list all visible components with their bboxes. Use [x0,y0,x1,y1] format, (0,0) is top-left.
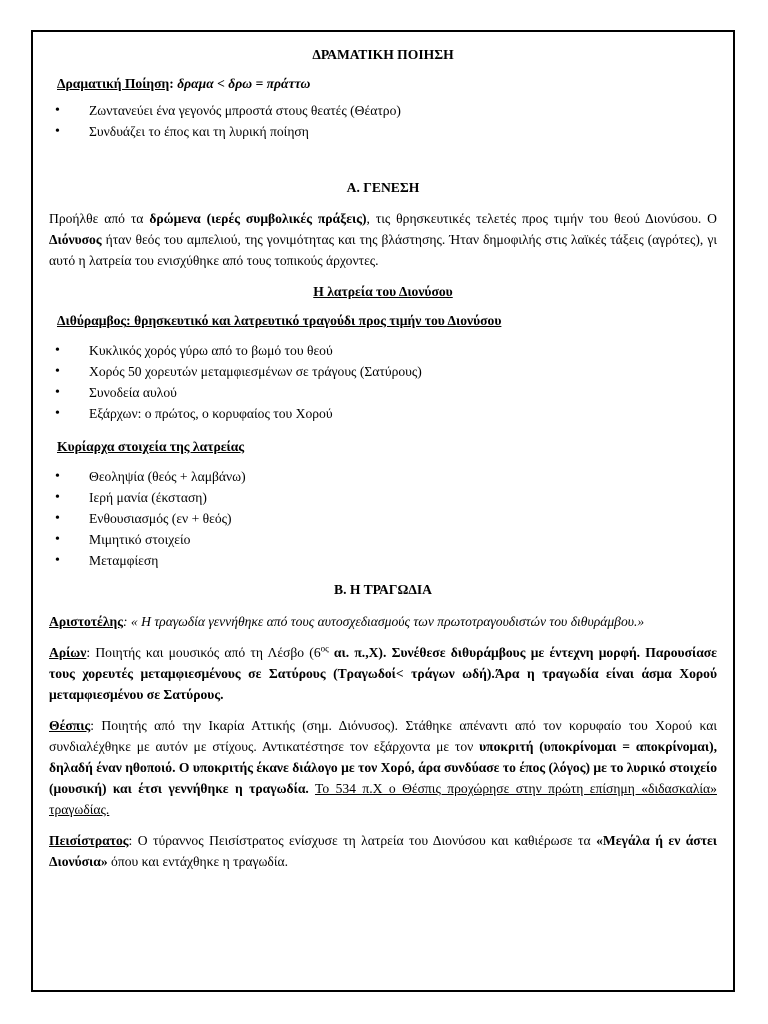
dithyramb-label: Διθύραμβος [57,313,127,328]
bold-text: αι. π.,Χ). Συνέθεσε διθυράμβους με έντεχνη μορφή. Παρουσίασε τους χορευτές μεταμφιεσμένους σε Σατύρους (Τραγωδοί< τράγων ωδή).Άρα η τραγωδία είναι άσμα Χορού μεταμφιεσμένου σε Σατύρους. [49,645,717,702]
bold-text: υποκριτή (υποκρίνομαι = αποκρίνομαι), δηλαδή έναν ηθοποιό. [49,739,717,775]
text-run: : Ποιητής και μουσικός από τη Λέσβο (6 [86,645,321,660]
thespis-paragraph [49,715,717,820]
thespis-label: Θέσπις [49,718,91,733]
genesis-paragraph [49,208,717,271]
bold-text: Διόνυσος [49,232,102,247]
section-b-heading: Β. Η ΤΡΑΓΩΔΙΑ [334,582,432,597]
arion-label: Αρίων [49,645,87,660]
document-body [49,44,717,872]
text-run: Προήλθε από τα [49,211,150,226]
list-item: • Θεοληψία (θεός + λαμβάνω) [49,466,717,487]
list-item: • Ιερή μανία (έκσταση) [49,487,717,508]
bold-text: δρώμενα (ιερές συμβολικές πράξεις) [149,211,367,226]
bold-text: Ο υποκριτής έκανε διάλογο με τον Χορό, άρα συνδύασε το έπος (λόγος) με το λυρικό στοιχείο (μουσική) και έτσι γεννήθηκε η τραγωδία. [49,760,717,796]
list-item: • Μιμητικό στοιχείο [49,529,717,550]
superscript: ος [320,643,329,654]
text-run: όπου και εντάχθηκε η τραγωδία. [107,854,289,869]
aristotle-label: Αριστοτέλης [49,614,123,629]
definition-line [49,73,717,94]
arion-paragraph [49,642,717,705]
peisistratos-label: Πεισίστρατος [49,833,129,848]
text-run: ήταν θεός του αμπελιού, της γονιμότητας και της βλάστησης. Ήταν δημοφιλής στις λαϊκές τάξεις (αγρότες), γι αυτό η λατρεία του ενισχύθηκε από τους τοπικούς άρχοντες. [49,232,717,268]
dithyramb-line [49,310,717,331]
page-border [31,30,735,992]
worship-bullets [49,466,717,571]
aristotle-quote: : « Η τραγωδία γεννήθηκε από τους αυτοσχεδιασμούς των πρωτοτραγουδιστών του διθυράμβου.» [122,614,645,629]
bold-text: «Μεγάλα ή εν άστει Διονύσια» [49,833,717,869]
page-title: ΔΡΑΜΑΤΙΚΗ ΠΟΙΗΣΗ [312,47,454,62]
worship-heading: Κυρίαρχα στοιχεία της λατρείας [57,439,245,454]
text-run: : Ποιητής από την Ικαρία Αττικής (σημ. Διόνυσος). Στάθηκε απέναντι από τον κορυφαίο του Χορού και συνδιαλέχθηκε με αυτόν με στίχους. Αντικατέστησε τον εξάρχοντα με τον [49,718,717,754]
list-item: • Ζωντανεύει ένα γεγονός μπροστά στους θεατές (Θέατρο) [49,100,717,121]
list-item: • Ενθουσιασμός (εν + θεός) [49,508,717,529]
text-run: : Ο τύραννος Πεισίστρατος ενίσχυσε τη λατρεία του Διονύσου και καθιέρωσε τα [128,833,597,848]
aristotle-paragraph [49,611,717,632]
section-a-subheading: Η λατρεία του Διονύσου [313,284,453,299]
peisistratos-paragraph [49,830,717,872]
definition-text: δραμα < δρω = πράττω [177,76,311,91]
list-item: • Συνοδεία αυλού [49,382,717,403]
dithyramb-text: : θρησκευτικό και λατρευτικό τραγούδι προς τιμήν του Διονύσου [126,313,502,328]
list-item: • Κυκλικός χορός γύρω από το βωμό του θεού [49,340,717,361]
section-a-heading: Α. ΓΕΝΕΣΗ [346,180,420,195]
list-item: • Χορός 50 χορευτών μεταμφιεσμένων σε τράγους (Σατύρους) [49,361,717,382]
underlined-text: Το 534 π.Χ ο Θέσπις προχώρησε στην πρώτη επίσημη «διδασκαλία» τραγωδίας. [49,781,717,817]
definition-label: Δραματική Ποίηση [57,76,170,91]
definition-sep: : [169,76,178,91]
list-item: • Συνδυάζει το έπος και τη λυρική ποίηση [49,121,717,142]
dithyramb-bullets [49,340,717,424]
intro-bullets [49,100,717,142]
list-item: • Μεταμφίεση [49,550,717,571]
list-item: • Εξάρχων: ο πρώτος, ο κορυφαίος του Χορού [49,403,717,424]
text-run: , τις θρησκευτικές τελετές προς τιμήν του θεού Διονύσου. Ο [366,211,717,226]
